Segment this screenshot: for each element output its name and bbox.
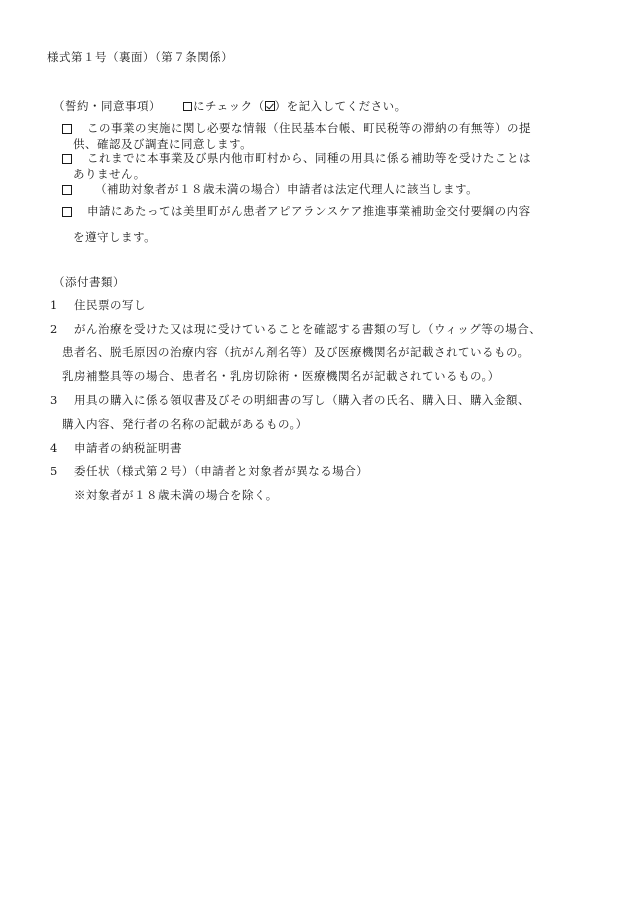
pledge-heading bbox=[53, 101, 407, 113]
pledge-item-2-line2: ありません。 bbox=[73, 167, 146, 181]
attachment-5-note: ※対象者が１８歳未満の場合を除く。 bbox=[74, 488, 278, 502]
pledge-item-4-line1: 申請にあたっては美里町がん患者アピアランスケア推進事業補助金交付要綱の内容 bbox=[87, 204, 531, 218]
pledge-checkbox-3[interactable] bbox=[62, 185, 72, 195]
attachment-2-line3: 乳房補整具等の場合、患者名・乳房切除術・医療機関名が記載されているもの。） bbox=[62, 369, 500, 383]
pledge-checkbox-2[interactable] bbox=[62, 154, 72, 164]
empty-checkbox-icon bbox=[183, 102, 192, 111]
attachment-2-line2: 患者名、脱毛原因の治療内容（抗がん剤名等）及び医療機関名が記載されているもの。 bbox=[62, 345, 530, 359]
instruction-post: ）を記入してください。 bbox=[274, 99, 407, 113]
instruction-pre: にチェック（ bbox=[193, 99, 265, 113]
pledge-checkbox-1[interactable] bbox=[62, 124, 72, 134]
checked-checkbox-icon bbox=[265, 101, 275, 111]
pledge-item-1-line2: 供、確認及び調査に同意します。 bbox=[73, 137, 253, 151]
attachments-heading: （添付書類） bbox=[53, 275, 125, 289]
pledge-item-3-line1: （補助対象者が１８歳未満の場合）申請者は法定代理人に該当します。 bbox=[95, 182, 479, 196]
form-number: 様式第１号（裏面）（第７条関係） bbox=[47, 50, 234, 64]
pledge-heading-text: （誓約・同意事項） bbox=[53, 99, 161, 113]
pledge-item-4-line2: を遵守します。 bbox=[73, 230, 157, 244]
attachment-3-line1: 用具の購入に係る領収書及びその明細書の写し（購入者の氏名、購入日、購入金額、 bbox=[74, 393, 530, 407]
attachment-5-line1: 委任状（様式第２号）（申請者と対象者が異なる場合） bbox=[74, 464, 369, 478]
attachment-2-line1: がん治療を受けた又は現に受けていることを確認する書類の写し（ウィッグ等の場合、 bbox=[74, 322, 542, 336]
pledge-item-2-line1: これまでに本事業及び県内他市町村から、同種の用具に係る補助等を受けたことは bbox=[87, 151, 531, 165]
pledge-item-1-line1: この事業の実施に関し必要な情報（住民基本台帳、町民税等の滞納の有無等）の提 bbox=[87, 121, 531, 135]
attachment-number: 5 bbox=[50, 464, 58, 478]
pledge-checkbox-4[interactable] bbox=[62, 207, 72, 217]
attachment-number: 4 bbox=[50, 441, 58, 455]
attachment-3-line2: 購入内容、発行者の名称の記載があるもの。） bbox=[62, 417, 308, 431]
attachment-number: 3 bbox=[50, 393, 58, 407]
attachment-number: 1 bbox=[50, 298, 58, 312]
attachment-4-line1: 申請者の納税証明書 bbox=[74, 441, 182, 455]
attachment-1-line1: 住民票の写し bbox=[74, 298, 146, 312]
attachment-number: 2 bbox=[50, 322, 58, 336]
